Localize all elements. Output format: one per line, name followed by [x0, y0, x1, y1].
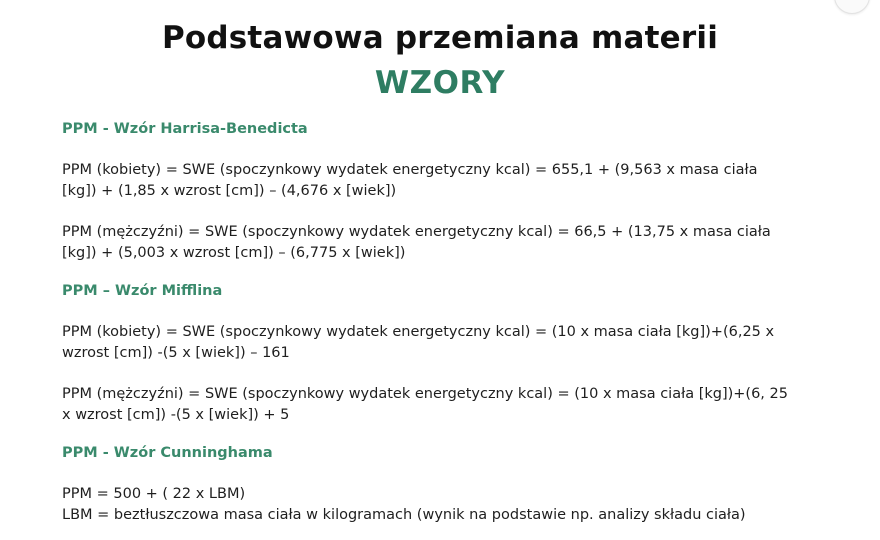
formula-harris-women: [62, 160, 852, 202]
formula-mifflin-men: [62, 384, 852, 426]
formula-line: [kg]) + (1,85 x wzrost [cm]) – (4,676 x [wiek]): [62, 183, 397, 199]
formula-line: x wzrost [cm]) -(5 x [wiek]) + 5: [62, 407, 290, 423]
page-title: Podstawowa przemiana materii: [161, 20, 719, 56]
formula-line: LBM = beztłuszczowa masa ciała w kilogramach (wynik na podstawie np. analizy składu ciała): [62, 507, 746, 523]
page-subtitle: WZORY: [374, 65, 506, 101]
formula-mifflin-women: [62, 322, 852, 364]
formula-line: PPM (mężczyźni) = SWE (spoczynkowy wydatek energetyczny kcal) = (10 x masa ciała [kg])+(6, 25: [62, 386, 788, 402]
formula-line: PPM (mężczyźni) = SWE (spoczynkowy wydatek energetyczny kcal) = 66,5 + (13,75 x masa ciała: [62, 224, 771, 240]
formula-line: PPM (kobiety) = SWE (spoczynkowy wydatek energetyczny kcal) = 655,1 + (9,563 x masa ciała: [62, 162, 758, 178]
section-heading-mifflin: PPM – Wzór Mifflina: [62, 283, 223, 299]
section-heading-cunningham: PPM - Wzór Cunninghama: [62, 445, 273, 461]
formulas-content: [62, 118, 852, 526]
formula-line: [kg]) + (5,003 x wzrost [cm]) – (6,775 x [wiek]): [62, 245, 406, 261]
formula-line: wzrost [cm]) -(5 x [wiek]) – 161: [62, 345, 290, 361]
formula-line: PPM = 500 + ( 22 x LBM): [62, 486, 246, 502]
corner-button[interactable]: [834, 0, 870, 14]
section-heading-harris-benedict: PPM - Wzór Harrisa-Benedicta: [62, 121, 308, 137]
formula-harris-men: [62, 222, 852, 264]
formula-line: PPM (kobiety) = SWE (spoczynkowy wydatek energetyczny kcal) = (10 x masa ciała [kg])+(6,25 x: [62, 324, 775, 340]
formula-cunningham: [62, 484, 852, 526]
